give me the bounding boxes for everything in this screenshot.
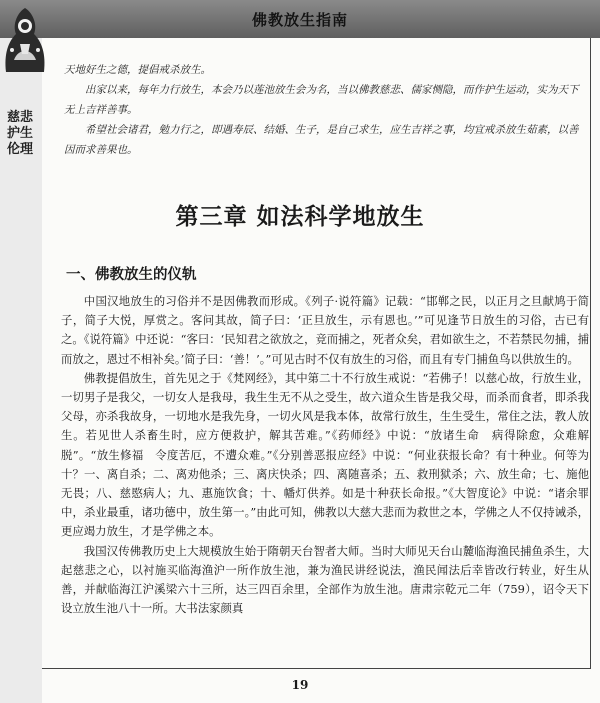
chapter-title: 第三章 如法科学地放生	[175, 203, 425, 230]
page-number: 19	[291, 678, 309, 692]
body-paragraph: 我国汉传佛教历史上大规模放生始于隋朝天台智者大师。当时大师见天台山麓临海渔民捕鱼杀生，大起慈悲之心，以衬施买临海渔沪一所作放生池，兼为渔民讲经说法，渔民闻法后幸皆改行转业，好生从善，并献临海江沪溪梁六十三所，达三四百余里，全部作为放生池。唐肃宗乾元二年（759），诏令天下设立放生池八十一所。大书法家颜真	[61, 543, 589, 616]
body-paragraph: 中国汉地放生的习俗并不是因佛教而形成。《列子·说符篇》记载：“邯郸之民，以正月之旦献鸠于简子，简子大悦，厚赏之。客问其故，简子曰：‘正旦放生，示有恩也。’”可见逢节日放生的习俗，古已有之。《说符篇》中还说：“客曰：‘民知君之欲放之，竞而捕之，死者众矣，君如欲生之，不若禁民勿捕，捕而放之，恩过不相补矣。’简子曰：‘善！’。”可见古时不仅有放生的习俗，而且有专门捕鱼鸟以供放生的。	[61, 294, 589, 366]
intro-paragraph: 出家以来，每年力行放生，本会乃以莲池放生会为名，当以佛教慈悲、儒家恻隐，而作护生运动，实为天下无上吉祥善事。	[64, 84, 579, 116]
intro-paragraph: 天地好生之德，提倡戒杀放生。	[64, 64, 211, 76]
side-title: 慈悲护生伦理	[7, 110, 34, 157]
intro-text	[64, 60, 584, 160]
running-header-title: 佛教放生指南	[251, 11, 348, 29]
section-title: 一、佛教放生的仪轨	[66, 267, 197, 283]
body-paragraph: 佛教提倡放生，首先见之于《梵网经》，其中第二十不行放生戒说：“若佛子！以慈心故，行放生业，一切男子是我父，一切女人是我母，我生生无不从之受生，故六道众生皆是我父母，而杀而食者，即杀我父母，亦杀我故身，一切地水是我先身，一切火风是我本体，故常行放生，生生受生，常住之法，教人放生。若见世人杀畜生时，应方便救护，解其苦难。”《药师经》中说：“放诸生命 病得除愈，众难解脱”。“放生修福 令度苦厄，不遭众难。”《分别善恶报应经》中说：“何业获报长命？有十种业。何等为十？一、离自杀；二、离劝他杀；三、离庆快杀；四、离随喜杀；五、救刑狱杀；六、放生命；七、施他无畏；八、慈愍病人；九、惠施饮食；十、幡灯供养。如是十种获长命报。”《大智度论》中说：“诸余罪中，杀业最重，诸功德中，放生第一。”由此可知，佛教以大慈大悲而为救世之本，学佛之人不仅持诫杀，更应竭力放生，才是学佛之本。	[61, 370, 589, 539]
intro-paragraph: 希望社会诸君，勉力行之，即遇寿辰、结婚、生子，是自己求生，应生吉祥之事，均宜戒杀放生茹素，以善因而求善果也。	[64, 124, 579, 156]
body-text	[61, 292, 589, 618]
